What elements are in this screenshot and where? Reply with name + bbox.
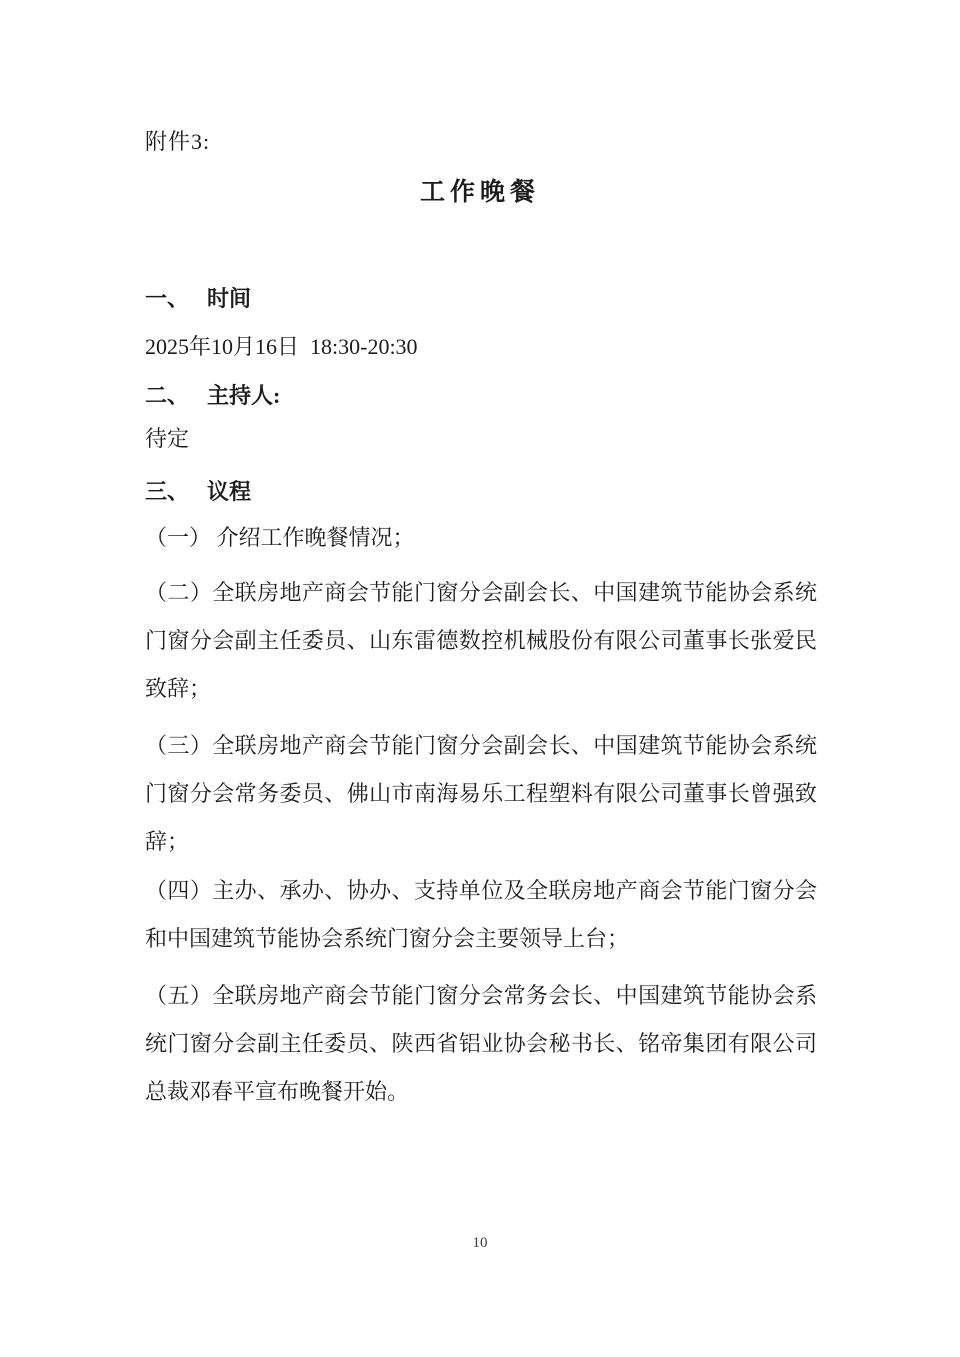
section-number: 三、	[145, 479, 190, 504]
section-heading-time	[145, 282, 251, 313]
agenda-line: 门窗分会常务委员、佛山市南海易乐工程塑料有限公司董事长曾强致	[145, 781, 817, 806]
agenda-line: （三）全联房地产商会节能门窗分会副会长、中国建筑节能协会系统	[145, 733, 817, 758]
agenda-item-1	[145, 514, 817, 562]
agenda-item-2	[145, 569, 817, 713]
agenda-line: 致辞；	[145, 676, 212, 701]
agenda-item-3	[145, 722, 817, 866]
agenda-line: 和中国建筑节能协会系统门窗分会主要领导上台；	[145, 926, 630, 951]
section-number: 二、	[145, 383, 190, 408]
page-number: 10	[472, 1235, 488, 1251]
agenda-line: 总裁邓春平宣布晚餐开始。	[145, 1079, 410, 1104]
document-title: 工作晚餐	[419, 179, 540, 206]
agenda-item-5	[145, 972, 817, 1116]
agenda-line: 门窗分会副主任委员、山东雷德数控机械股份有限公司董事长张爱民	[145, 628, 817, 653]
section-heading-agenda	[145, 475, 251, 506]
host-value: 待定	[145, 426, 190, 451]
section-label: 主持人:	[207, 383, 281, 408]
section-number: 一、	[145, 286, 190, 311]
agenda-line: （二）全联房地产商会节能门窗分会副会长、中国建筑节能协会系统	[145, 580, 817, 605]
agenda-line: 辞；	[145, 829, 190, 854]
agenda-line: （四）主办、承办、协办、支持单位及全联房地产商会节能门窗分会	[145, 878, 817, 903]
section-label: 议程	[207, 479, 252, 504]
agenda-line: 统门窗分会副主任委员、陕西省铝业协会秘书长、铭帝集团有限公司	[145, 1031, 817, 1056]
agenda-item-4	[145, 867, 817, 963]
agenda-line: （五）全联房地产商会节能门窗分会常务会长、中国建筑节能协会系	[145, 983, 817, 1008]
section-label: 时间	[207, 286, 252, 311]
agenda-line: （一） 介绍工作晚餐情况；	[145, 525, 415, 550]
section-heading-host	[145, 379, 280, 410]
attachment-label: 附件3:	[145, 129, 211, 154]
event-datetime: 2025年10月16日 18:30-20:30	[145, 334, 418, 359]
